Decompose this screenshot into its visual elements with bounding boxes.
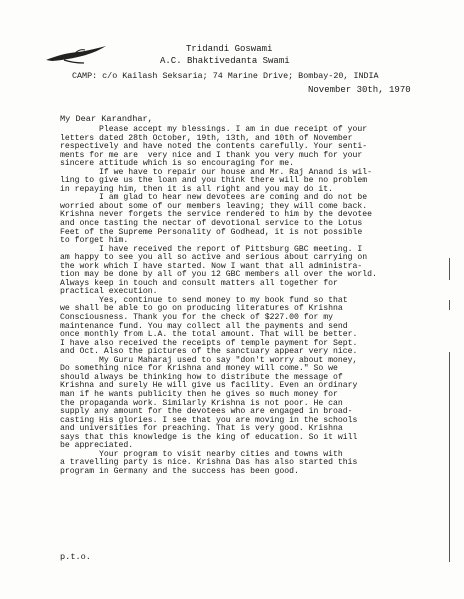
- letter-line: If we have to repair our house and Mr. Raj Anand is wil-: [60, 167, 373, 177]
- letter-line: a travelling party is nice. Krishna Das has also started this: [60, 458, 358, 468]
- letter-line: Krishna and surely He will give us facility. Even an ordinary: [60, 381, 358, 391]
- letter-line: the propaganda work. Similarly Krishna is not poor. He can: [60, 398, 343, 408]
- letter-line: sincere attitude which is so encouraging for me.: [60, 159, 295, 169]
- letter-line: worried about some of our members leaving; they will come back.: [60, 201, 368, 211]
- letter-line: and Oct. Also the pictures of the sanctuary appear very nice.: [60, 347, 358, 357]
- letter-line: Do something nice for Krishna and money will come." So we: [60, 364, 338, 374]
- salutation: My Dear Karandhar,: [60, 114, 153, 124]
- sender-title: A.C. Bhaktivedanta Swami: [160, 56, 290, 66]
- letter-line: letters dated 28th October, 19th, 13th, and 10th of November: [60, 133, 353, 143]
- letter-line: ments for me are very nice and I thank you very much for your: [60, 150, 363, 160]
- letter-line: man if he wants publicity then he gives so much money for: [60, 389, 338, 399]
- letter-line: in repaying him, then it is all right and you may do it.: [60, 184, 334, 194]
- letter-line: Krishna never forgets the service rendered to him by the devotee: [60, 210, 373, 220]
- letter-line: Consciousness. Thank you for the check of $227.00 for my: [60, 313, 334, 323]
- letter-line: Feet of the Supreme Personality of Godhead, it is not possible: [60, 227, 363, 237]
- margin-mark: [449, 258, 450, 280]
- letter-line: practical execution.: [60, 287, 158, 297]
- letter-line: the work which I have started. Now I want that all administra-: [60, 261, 363, 271]
- letter-line: Always keep in touch and consult matters all together for: [60, 278, 338, 288]
- letter-line: program in Germany and the success has been good.: [60, 466, 299, 476]
- letter-line: Please accept my blessings. I am in due receipt of your: [60, 125, 368, 134]
- letter-line: should always be thinking how to distribute the message of: [60, 372, 343, 382]
- letter-line: says that this knowledge is the king of education. So it will: [60, 432, 358, 442]
- letter-line: we shall be able to go on producing literatures of Krishna: [60, 304, 343, 314]
- letter-date: November 30th, 1970: [308, 85, 411, 95]
- letter-line: tion may be done by all of you 12 GBC members all over the world.: [60, 270, 377, 280]
- letter-line: maintenance fund. You may collect all the payments and send: [60, 321, 348, 331]
- please-turn-over: p.t.o.: [60, 552, 91, 562]
- letter-line: ling to give us the loan and you think there will be no problem: [60, 176, 368, 186]
- letter-line: supply any amount for the devotees who are engaged in broad-: [60, 407, 353, 417]
- letter-line: to forget him.: [60, 236, 129, 246]
- letter-line: I am glad to hear new devotees are coming and do not be: [60, 193, 368, 203]
- letter-line: be appreciated.: [60, 441, 134, 451]
- letter-line: am happy to see you all so active and serious about carrying on: [60, 253, 368, 263]
- letter-line: and universities for preaching. That is very good. Krishna: [60, 424, 343, 434]
- letter-line: Yes, continue to send money to my book fund so that: [60, 295, 348, 305]
- letter-body: [60, 126, 450, 476]
- camp-address: CAMP: c/o Kailash Seksaria; 74 Marine Drive; Bombay-20, INDIA: [72, 71, 379, 81]
- letter-line: My Guru Maharaj used to say "don't worry about money,: [60, 355, 358, 365]
- swan-logo-icon: [44, 44, 108, 66]
- letter-line: once monthly from L.A. the total amount. That will be better.: [60, 330, 358, 340]
- letter-line: I have received the report of Pittsburg GBC meeting. I: [60, 244, 363, 254]
- margin-mark: [449, 300, 450, 310]
- letter-line: respectively and have noted the contents carefully. Your senti-: [60, 142, 368, 152]
- margin-mark: [449, 352, 450, 562]
- letter-line: I have also received the receipts of temple payment for Sept.: [60, 338, 358, 348]
- letter-line: and once tasting the nectar of devotional service to the Lotus: [60, 219, 363, 229]
- letter-line: casting His glories. I see that you are moving in the schools: [60, 415, 358, 425]
- letter-line: Your program to visit nearby cities and towns with: [60, 449, 343, 459]
- sender-name: Tridandi Goswami: [186, 44, 273, 54]
